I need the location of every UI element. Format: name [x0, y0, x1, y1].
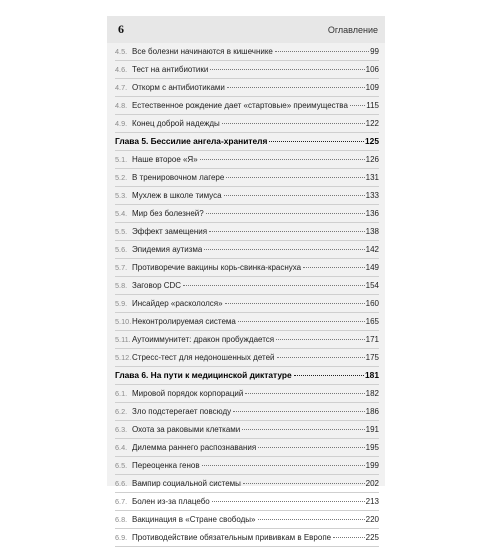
- dot-leader: [222, 123, 365, 124]
- dot-leader: [204, 249, 364, 250]
- toc-section-number: 6.6.: [115, 479, 128, 488]
- toc-section-title: Аутоиммунитет: дракон пробуждается: [132, 335, 275, 344]
- toc-section-number: 6.9.: [115, 533, 128, 542]
- toc-section-row: [115, 511, 379, 529]
- toc-section-row: [115, 169, 379, 187]
- toc-section-number: 6.2.: [115, 407, 128, 416]
- toc-section-number: 6.7.: [115, 497, 128, 506]
- toc-section-title: Мир без болезней?: [132, 209, 204, 218]
- toc-section-title: Конец доброй надежды: [132, 119, 220, 128]
- dot-leader: [212, 501, 365, 502]
- toc-section-title: Инсайдер «раскололся»: [132, 299, 223, 308]
- toc-section-row: [115, 115, 379, 133]
- toc-section-title: Противоречие вакцины корь-свинка-краснуха: [132, 263, 302, 272]
- toc-section-row: [115, 259, 379, 277]
- dot-leader: [227, 87, 365, 88]
- toc-section-number: 4.6.: [115, 65, 128, 74]
- toc-section-title: Откорм с антибиотиками: [132, 83, 225, 92]
- toc-page-number: 213: [365, 497, 379, 506]
- toc-page-number: 225: [365, 533, 379, 542]
- page-header: [107, 16, 385, 43]
- toc-section-row: [115, 313, 379, 331]
- toc-section-number: 5.6.: [115, 245, 128, 254]
- toc-section-title: Все болезни начинаются в кишечнике: [132, 47, 273, 56]
- toc-page-number: 149: [365, 263, 379, 272]
- toc-section-number: 5.2.: [115, 173, 128, 182]
- toc-page-number: 186: [365, 407, 379, 416]
- toc-section-title: Переоценка генов: [132, 461, 200, 470]
- toc-chapter-title: Глава 6. На пути к медицинской диктатуре: [115, 370, 292, 380]
- toc-section-number: 5.7.: [115, 263, 128, 272]
- page-number: 6: [118, 22, 124, 36]
- toc-page-number: 202: [365, 479, 379, 488]
- toc-section-row: [115, 349, 379, 367]
- toc-section-title: Эффект замещения: [132, 227, 208, 236]
- toc-section-number: 5.10.: [115, 317, 132, 326]
- dot-leader: [242, 429, 364, 430]
- toc-section-number: 5.3.: [115, 191, 128, 200]
- toc-chapter-title: Глава 5. Бессилие ангела-хранителя: [115, 136, 268, 146]
- toc-section-row: [115, 457, 379, 475]
- toc-page-number: 171: [365, 335, 379, 344]
- toc-section-row: [115, 331, 379, 349]
- running-title: Оглавление: [327, 24, 378, 35]
- toc-section-number: 4.9.: [115, 119, 128, 128]
- toc-section-number: 6.5.: [115, 461, 128, 470]
- toc-section-row: [115, 187, 379, 205]
- toc-section-number: 6.8.: [115, 515, 128, 524]
- toc-section-row: [115, 223, 379, 241]
- toc-page-number: 99: [370, 47, 379, 56]
- toc-section-row: [115, 493, 379, 511]
- dot-leader: [333, 537, 365, 538]
- toc-section-number: 6.1.: [115, 389, 128, 398]
- toc-page-number: 195: [365, 443, 379, 452]
- toc-page-number: 138: [365, 227, 379, 236]
- toc-section-title: Неконтролируемая система: [132, 317, 236, 326]
- toc-section-row: [115, 475, 379, 493]
- toc-section-row: [115, 151, 379, 169]
- dot-leader: [209, 231, 365, 232]
- dot-leader: [276, 339, 365, 340]
- toc-section-row: [115, 385, 379, 403]
- toc-section-number: 5.11.: [115, 335, 131, 344]
- toc-page-number: 160: [365, 299, 379, 308]
- toc-section-number: 4.8.: [115, 101, 128, 110]
- toc-section-title: В тренировочном лагере: [132, 173, 225, 182]
- toc-section-row: [115, 205, 379, 223]
- dot-leader: [243, 483, 365, 484]
- toc-section-title: Тест на антибиотики: [132, 65, 209, 74]
- dot-leader: [202, 465, 365, 466]
- toc-section-row: [115, 295, 379, 313]
- dot-leader: [258, 447, 364, 448]
- dot-leader: [224, 195, 365, 196]
- toc-page-number: 109: [365, 83, 379, 92]
- dot-leader: [206, 213, 365, 214]
- toc-section-title: Вакцинация в «Стране свободы»: [132, 515, 256, 524]
- toc-section-title: Стресс-тест для недоношенных детей: [132, 353, 275, 362]
- dot-leader: [200, 159, 365, 160]
- toc-section-title: Охота за раковыми клетками: [132, 425, 241, 434]
- dot-leader: [245, 393, 364, 394]
- toc-section-row: [115, 439, 379, 457]
- dot-leader: [233, 411, 364, 412]
- toc-page-number: 131: [365, 173, 379, 182]
- toc-section-row: [115, 61, 379, 79]
- toc-section-number: 5.8.: [115, 281, 128, 290]
- toc-page-number: 175: [365, 353, 379, 362]
- dot-leader: [183, 285, 365, 286]
- toc-section-row: [115, 403, 379, 421]
- toc-section-title: Вампир социальной системы: [132, 479, 241, 488]
- toc-section-row: [115, 529, 379, 547]
- toc-page-number: 126: [365, 155, 379, 164]
- toc-page-number: 142: [365, 245, 379, 254]
- toc-section-number: 5.5.: [115, 227, 128, 236]
- toc-section-number: 5.1.: [115, 155, 128, 164]
- toc-section-row: [115, 97, 379, 115]
- dot-leader: [269, 141, 364, 142]
- toc-page-number: 181: [365, 370, 379, 380]
- toc-page-number: 199: [365, 461, 379, 470]
- toc-section-number: 4.7.: [115, 83, 128, 92]
- toc-section-row: [115, 79, 379, 97]
- toc-page-number: 191: [365, 425, 379, 434]
- toc-section-title: Зло подстерегает повсюду: [132, 407, 232, 416]
- dot-leader: [238, 321, 365, 322]
- toc-section-number: 5.9.: [115, 299, 128, 308]
- dot-leader: [226, 177, 364, 178]
- toc-page-number: 133: [365, 191, 379, 200]
- toc-page-number: 165: [365, 317, 379, 326]
- toc-section-title: Дилемма раннего распознавания: [132, 443, 257, 452]
- toc-section-row: [115, 43, 379, 61]
- toc-page-number: 106: [365, 65, 379, 74]
- dot-leader: [225, 303, 365, 304]
- dot-leader: [258, 519, 365, 520]
- toc-section-title: Наше второе «Я»: [132, 155, 198, 164]
- toc-page-number: 220: [365, 515, 379, 524]
- toc-page-number: 115: [366, 101, 379, 110]
- toc-section-row: [115, 421, 379, 439]
- toc-section-title: Эпидемия аутизма: [132, 245, 203, 254]
- toc-section-title: Естественное рождение дает «стартовые» преимущества: [132, 101, 348, 110]
- toc-section-title: Мухлеж в школе тимуса: [132, 191, 222, 200]
- toc-section-number: 4.5.: [115, 47, 128, 56]
- dot-leader: [303, 267, 365, 268]
- toc-chapter-row: [115, 133, 379, 151]
- toc-page-number: 182: [365, 389, 379, 398]
- toc-page-number: 122: [365, 119, 379, 128]
- toc-page-number: 125: [365, 136, 379, 146]
- dot-leader: [350, 105, 365, 106]
- toc-section-number: 5.12.: [115, 353, 132, 362]
- toc-page-number: 154: [365, 281, 379, 290]
- dot-leader: [275, 51, 369, 52]
- toc-section-number: 6.4.: [115, 443, 128, 452]
- toc-section-number: 5.4.: [115, 209, 128, 218]
- toc-section-title: Болен из-за плацебо: [132, 497, 210, 506]
- dot-leader: [277, 357, 365, 358]
- dot-leader: [210, 69, 364, 70]
- toc-section-row: [115, 277, 379, 295]
- table-of-contents: [107, 43, 385, 542]
- toc-section-number: 6.3.: [115, 425, 128, 434]
- toc-section-title: Мировой порядок корпораций: [132, 389, 244, 398]
- dot-leader: [294, 375, 364, 376]
- toc-section-title: Заговор CDC: [132, 281, 182, 290]
- toc-section-title: Противодействие обязательным прививкам в Европе: [132, 533, 332, 542]
- toc-section-row: [115, 241, 379, 259]
- toc-page-number: 136: [365, 209, 379, 218]
- toc-chapter-row: [115, 367, 379, 385]
